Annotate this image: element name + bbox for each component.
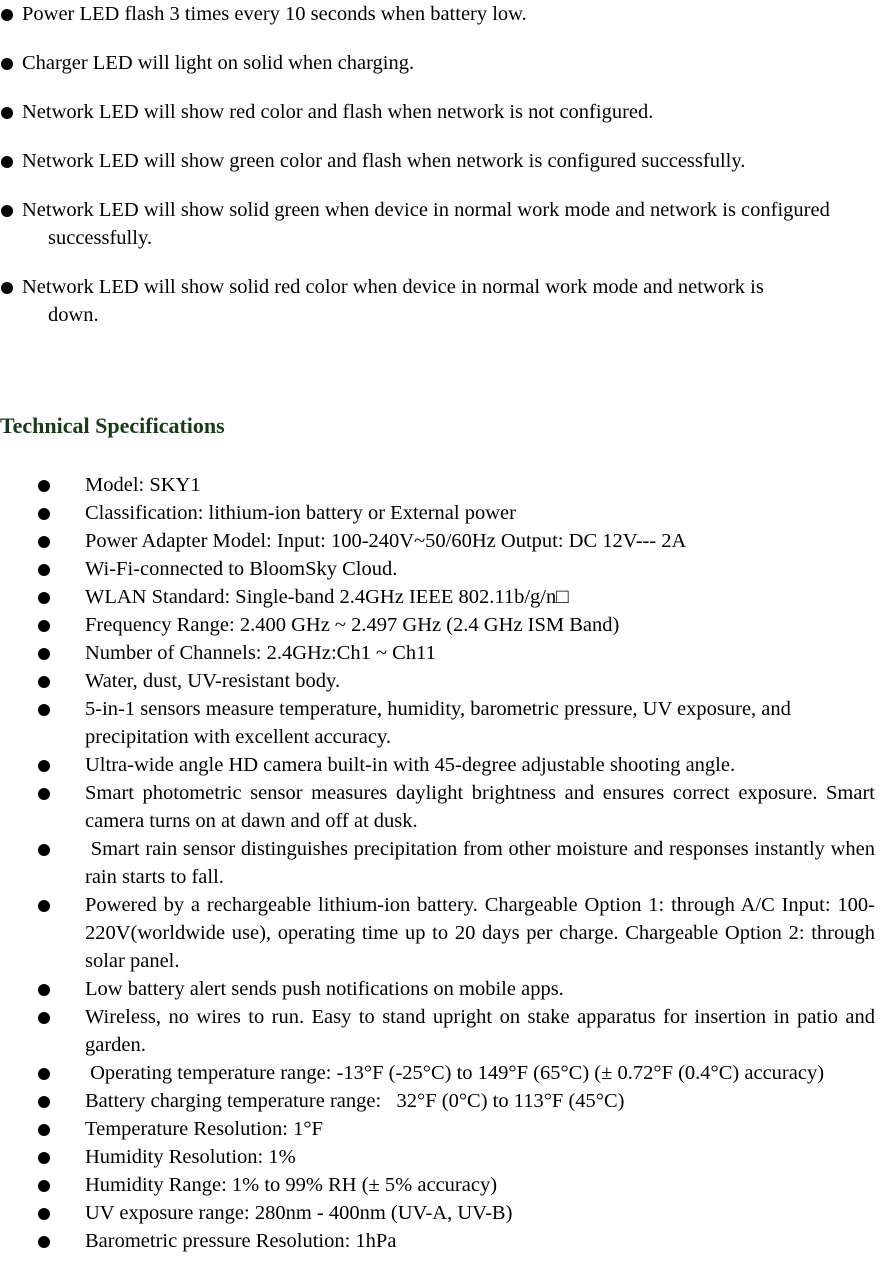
- spec-item: [0, 1115, 880, 1143]
- bullet-icon: [1, 58, 13, 70]
- spec-item: [0, 751, 880, 779]
- led-note: [0, 0, 880, 28]
- bullet-icon: [38, 1152, 50, 1164]
- spec-text: Wi-Fi-connected to BloomSky Cloud.: [85, 558, 398, 580]
- spec-item: [0, 583, 880, 611]
- spec-text: Powered by a rechargeable lithium-ion battery. Chargeable Option 1: through A/C Input: 100-220V(worldwide use), operating time up to 20 days per charge. Chargeable Option 2: through solar panel.: [85, 894, 875, 972]
- spec-item: [0, 1143, 880, 1171]
- spec-text: Operating temperature range: -13°F (-25°C) to 149°F (65°C) (± 0.72°F (0.4°C) accuracy): [85, 1062, 825, 1084]
- bullet-icon: [1, 9, 13, 21]
- bullet-icon: [38, 760, 50, 772]
- bullet-icon: [38, 564, 50, 576]
- spec-text: Temperature Resolution: 1°F: [85, 1118, 323, 1140]
- spec-item: [0, 527, 880, 555]
- spec-item: [0, 1059, 880, 1087]
- spec-text: Water, dust, UV-resistant body.: [85, 670, 341, 692]
- spec-item: [0, 1171, 880, 1199]
- spec-item: [0, 975, 880, 1003]
- spec-item: [0, 639, 880, 667]
- spec-item: [0, 891, 880, 975]
- led-note-text: Network LED will show solid green when device in normal work mode and network is configured successfully.: [22, 199, 830, 249]
- led-note-text: Network LED will show green color and flash when network is configured successfully.: [22, 150, 746, 172]
- spec-text: Barometric pressure Resolution: 1hPa: [85, 1230, 397, 1252]
- led-note: [0, 273, 880, 329]
- spec-list: [0, 471, 880, 1255]
- bullet-icon: [1, 205, 13, 217]
- bullet-icon: [38, 1124, 50, 1136]
- spec-text: Classification: lithium-ion battery or External power: [85, 502, 516, 524]
- bullet-icon: [38, 1096, 50, 1108]
- spec-item: [0, 695, 880, 751]
- spec-item: [0, 779, 880, 835]
- led-note-text: Network LED will show solid red color when device in normal work mode and network is down.: [22, 276, 764, 326]
- spec-item: [0, 1087, 880, 1115]
- led-note: [0, 49, 880, 77]
- bullet-icon: [38, 1068, 50, 1080]
- bullet-icon: [1, 107, 13, 119]
- bullet-icon: [38, 900, 50, 912]
- bullet-icon: [38, 592, 50, 604]
- bullet-icon: [38, 984, 50, 996]
- spec-text: Battery charging temperature range: 32°F (0°C) to 113°F (45°C): [85, 1090, 625, 1112]
- spec-item: [0, 667, 880, 695]
- bullet-icon: [38, 788, 50, 800]
- bullet-icon: [38, 844, 50, 856]
- led-note-text: Network LED will show red color and flash when network is not configured.: [22, 101, 654, 123]
- spec-text: Humidity Range: 1% to 99% RH (± 5% accuracy): [85, 1174, 498, 1196]
- spec-item: [0, 1227, 880, 1255]
- spec-text: Humidity Resolution: 1%: [85, 1146, 296, 1168]
- bullet-icon: [38, 1180, 50, 1192]
- bullet-icon: [38, 648, 50, 660]
- led-note-text: Power LED flash 3 times every 10 seconds when battery low.: [22, 3, 527, 25]
- led-note: [0, 98, 880, 126]
- spec-item: [0, 835, 880, 891]
- led-note: [0, 147, 880, 175]
- bullet-icon: [38, 620, 50, 632]
- spec-text: Number of Channels: 2.4GHz:Ch1 ~ Ch11: [85, 642, 436, 664]
- spec-text: Ultra-wide angle HD camera built-in with 45-degree adjustable shooting angle.: [85, 754, 736, 776]
- bullet-icon: [38, 1012, 50, 1024]
- spec-text: Model: SKY1: [85, 474, 201, 496]
- bullet-icon: [38, 1208, 50, 1220]
- spec-item: [0, 555, 880, 583]
- bullet-icon: [38, 508, 50, 520]
- spec-item: [0, 499, 880, 527]
- spec-item: [0, 471, 880, 499]
- bullet-icon: [1, 156, 13, 168]
- bullet-icon: [38, 536, 50, 548]
- spec-item: [0, 1003, 880, 1059]
- spec-text: Smart photometric sensor measures daylight brightness and ensures correct exposure. Smart camera turns on at dawn and off at dusk.: [85, 782, 875, 832]
- spec-text: 5-in-1 sensors measure temperature, humidity, barometric pressure, UV exposure, and precipitation with excellent accuracy.: [85, 698, 791, 748]
- led-note-text: Charger LED will light on solid when charging.: [22, 52, 415, 74]
- spec-text: Frequency Range: 2.400 GHz ~ 2.497 GHz (2.4 GHz ISM Band): [85, 614, 620, 636]
- spec-text: Low battery alert sends push notifications on mobile apps.: [85, 978, 564, 1000]
- spec-text: Smart rain sensor distinguishes precipitation from other moisture and responses instantly when rain starts to fall.: [85, 838, 880, 888]
- led-notes-list: [0, 0, 880, 350]
- bullet-icon: [38, 676, 50, 688]
- bullet-icon: [38, 1236, 50, 1248]
- spec-text: Wireless, no wires to run. Easy to stand upright on stake apparatus for insertion in patio and garden.: [85, 1006, 875, 1056]
- spec-text: UV exposure range: 280nm - 400nm (UV-A, UV-B): [85, 1202, 513, 1224]
- led-note: [0, 196, 880, 252]
- bullet-icon: [1, 282, 13, 294]
- bullet-icon: [38, 704, 50, 716]
- spec-text: Power Adapter Model: Input: 100-240V~50/60Hz Output: DC 12V--- 2A: [85, 530, 687, 552]
- spec-text: WLAN Standard: Single-band 2.4GHz IEEE 802.11b/g/n□: [85, 586, 569, 608]
- spec-item: [0, 1199, 880, 1227]
- bullet-icon: [38, 480, 50, 492]
- section-title: Technical Specifications: [0, 413, 225, 438]
- spec-item: [0, 611, 880, 639]
